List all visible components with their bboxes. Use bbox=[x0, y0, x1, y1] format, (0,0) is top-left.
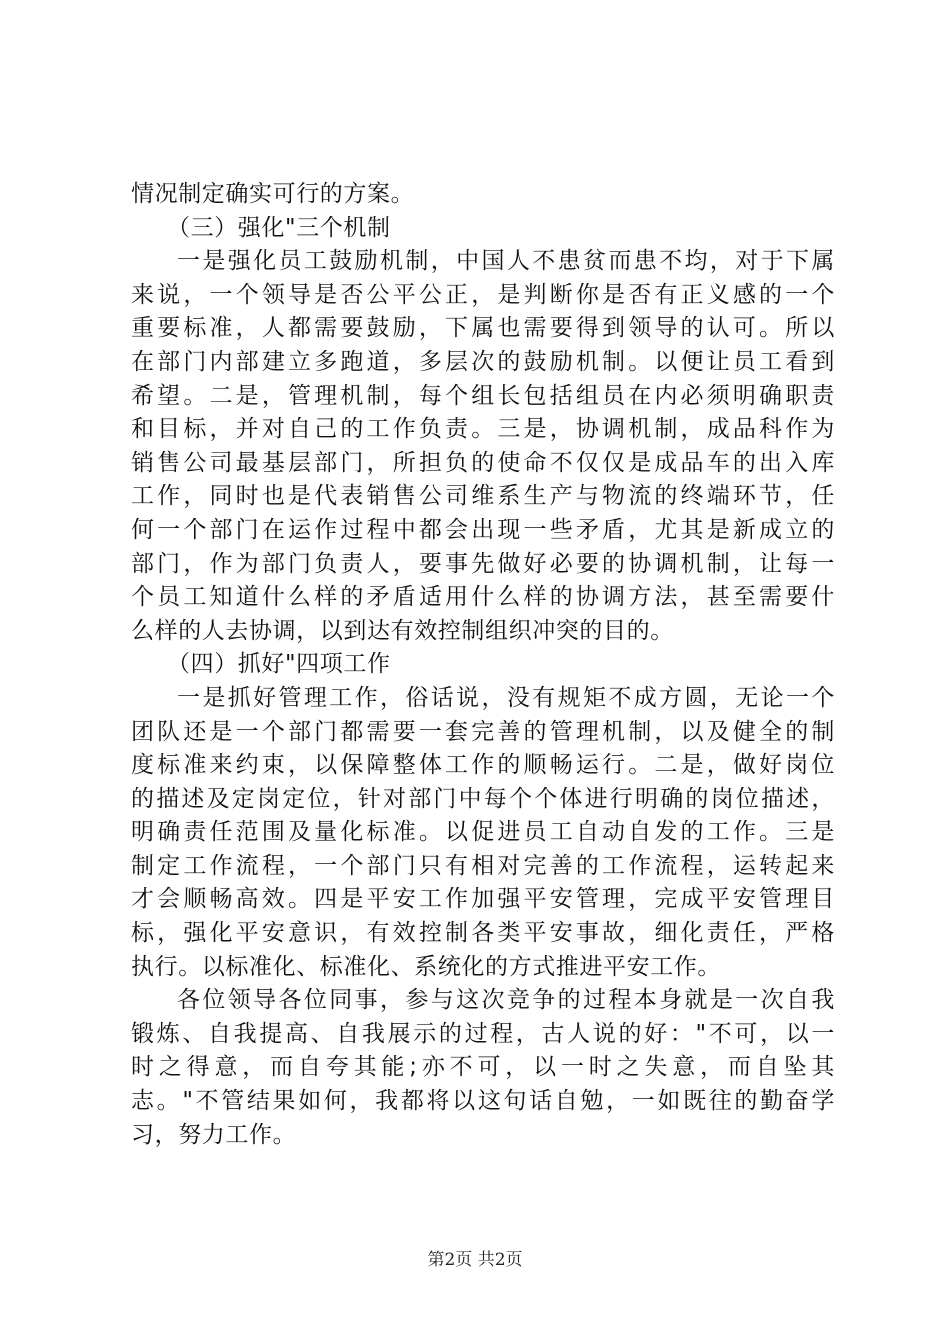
text-line: 一是强化员工鼓励机制，中国人不患贫而患不均，对于下属 bbox=[177, 248, 835, 275]
text-line: 在部门内部建立多跑道，多层次的鼓励机制。以便让员工看到 bbox=[131, 348, 835, 375]
text-line: 工作，同时也是代表销售公司维系生产与物流的终端环节，任 bbox=[131, 483, 835, 510]
text-line: 时之得意，而自夸其能;亦不可，以一时之失意，而自坠其 bbox=[131, 1054, 835, 1081]
text-line: 销售公司最基层部门，所担负的使命不仅仅是成品车的出入库 bbox=[131, 449, 835, 476]
text-line: 的描述及定岗定位，针对部门中每个个体进行明确的岗位描述， bbox=[131, 785, 835, 812]
text-line: 锻炼、自我提高、自我展示的过程，古人说的好："不可，以一 bbox=[131, 1020, 835, 1047]
text-line: 重要标准，人都需要鼓励，下属也需要得到领导的认可。所以 bbox=[131, 315, 835, 342]
text-line: 来说，一个领导是否公平公正，是判断你是否有正义感的一个 bbox=[131, 281, 835, 308]
document-body bbox=[131, 178, 835, 1152]
text-line: 一是抓好管理工作，俗话说，没有规矩不成方圆，无论一个 bbox=[177, 684, 835, 711]
text-line: 度标准来约束，以保障整体工作的顺畅运行。二是，做好岗位 bbox=[131, 752, 835, 779]
text-line: 志。"不管结果如何，我都将以这句话自勉，一如既往的勤奋学 bbox=[131, 1088, 835, 1115]
text-line: （四）抓好"四项工作 bbox=[167, 651, 391, 678]
text-line: 情况制定确实可行的方案。 bbox=[131, 181, 415, 207]
text-line: 明确责任范围及量化标准。以促进员工自动自发的工作。三是 bbox=[131, 819, 835, 846]
text-line: 何一个部门在运作过程中都会出现一些矛盾，尤其是新成立的 bbox=[131, 516, 835, 543]
text-line: （三）强化"三个机制 bbox=[167, 214, 391, 241]
text-line: 才会顺畅高效。四是平安工作加强平安管理，完成平安管理目 bbox=[131, 886, 835, 913]
text-line: 希望。二是，管理机制，每个组长包括组员在内必须明确职责 bbox=[131, 382, 835, 409]
text-line: 个员工知道什么样的矛盾适用什么样的协调方法，甚至需要什 bbox=[131, 584, 835, 611]
text-line: 标，强化平安意识，有效控制各类平安事故，细化责任，严格 bbox=[131, 920, 835, 947]
text-line: 制定工作流程，一个部门只有相对完善的工作流程，运转起来 bbox=[131, 852, 835, 879]
page-footer: 第2页 共2页 bbox=[427, 1250, 523, 1270]
text-line: 团队还是一个部门都需要一套完善的管理机制，以及健全的制 bbox=[131, 718, 835, 745]
text-line: 各位领导各位同事，参与这次竞争的过程本身就是一次自我 bbox=[177, 987, 835, 1014]
text-line: 和目标，并对自己的工作负责。三是，协调机制，成品科作为 bbox=[131, 416, 835, 443]
text-line: 习，努力工作。 bbox=[131, 1121, 297, 1148]
text-line: 部门，作为部门负责人，要事先做好必要的协调机制，让每一 bbox=[131, 550, 835, 577]
text-line: 么样的人去协调，以到达有效控制组织冲突的目的。 bbox=[131, 617, 674, 644]
text-line: 执行。以标准化、标准化、系统化的方式推进平安工作。 bbox=[131, 953, 721, 980]
